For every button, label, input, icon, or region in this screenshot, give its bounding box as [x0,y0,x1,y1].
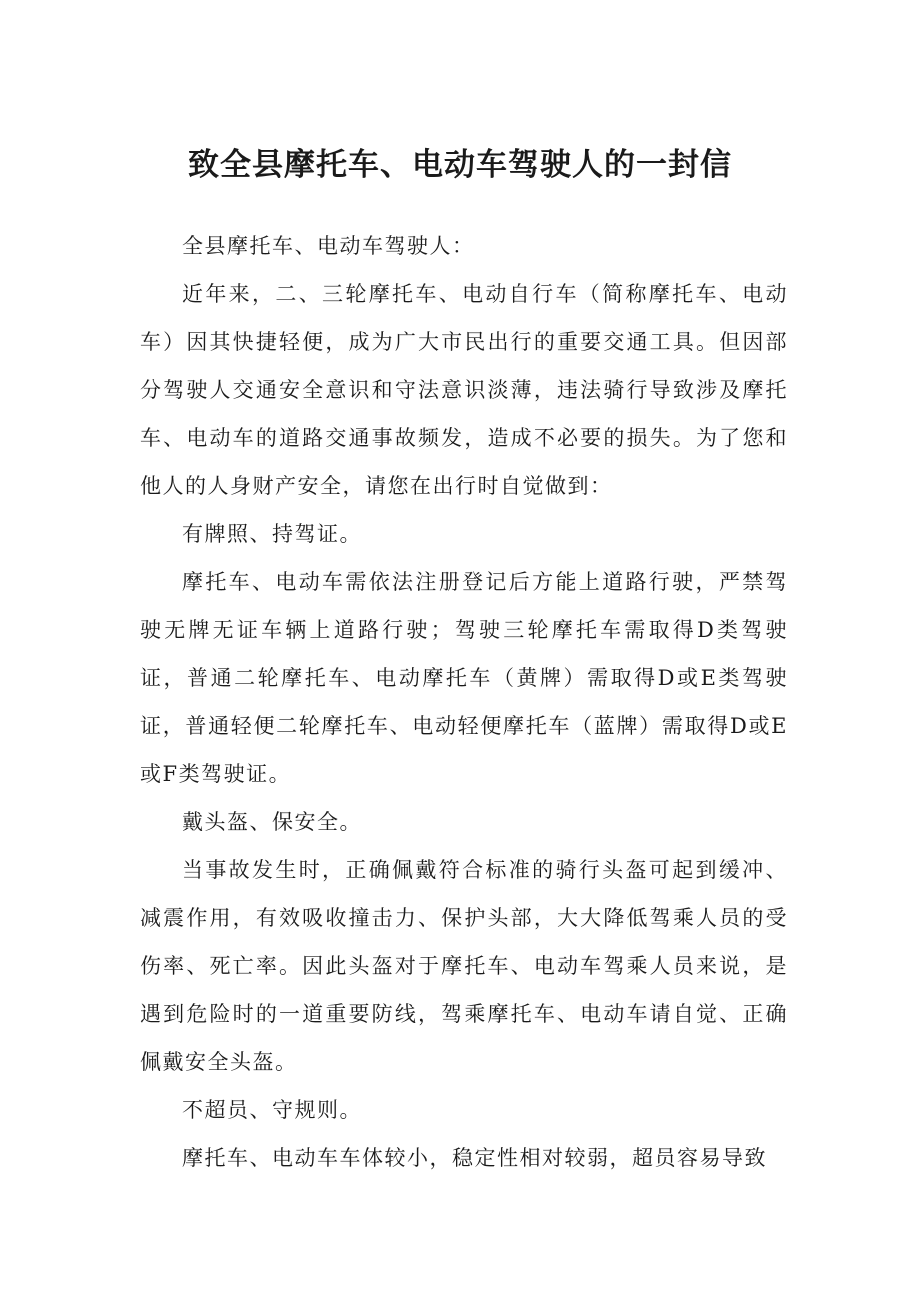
section-heading-helmet: 戴头盔、保安全。 [182,810,362,834]
overload-paragraph: 摩托车、电动车车体较小，稳定性相对较弱，超员容易导致 [182,1146,767,1170]
license-paragraph: 摩托车、电动车需依法注册登记后方能上道路行驶，严禁驾驶无牌无证车辆上道路行驶；驾驶三轮摩托车需取得D类驾驶证，普通二轮摩托车、电动摩托车（黄牌）需取得D或E类驾驶证，普通轻便二轮摩托车、电动轻便摩托车（蓝牌）需取得D或E或F类驾驶证。 [140,570,788,786]
section-heading-overload: 不超员、守规则。 [182,1098,362,1122]
document-body [140,222,788,1182]
helmet-paragraph: 当事故发生时，正确佩戴符合标准的骑行头盔可起到缓冲、减震作用，有效吸收撞击力、保护头部，大大降低驾乘人员的受伤率、死亡率。因此头盔对于摩托车、电动车驾乘人员来说，是遇到危险时的一道重要防线，驾乘摩托车、电动车请自觉、正确佩戴安全头盔。 [140,858,788,1074]
salutation: 全县摩托车、电动车驾驶人： [182,234,475,258]
section-heading-license: 有牌照、持驾证。 [182,522,362,546]
document-title: 致全县摩托车、电动车驾驶人的一封信 [188,147,732,183]
intro-paragraph: 近年来，二、三轮摩托车、电动自行车（简称摩托车、电动车）因其快捷轻便，成为广大市民出行的重要交通工具。但因部分驾驶人交通安全意识和守法意识淡薄，违法骑行导致涉及摩托车、电动车的道路交通事故频发，造成不必要的损失。为了您和他人的人身财产安全，请您在出行时自觉做到： [140,282,788,498]
